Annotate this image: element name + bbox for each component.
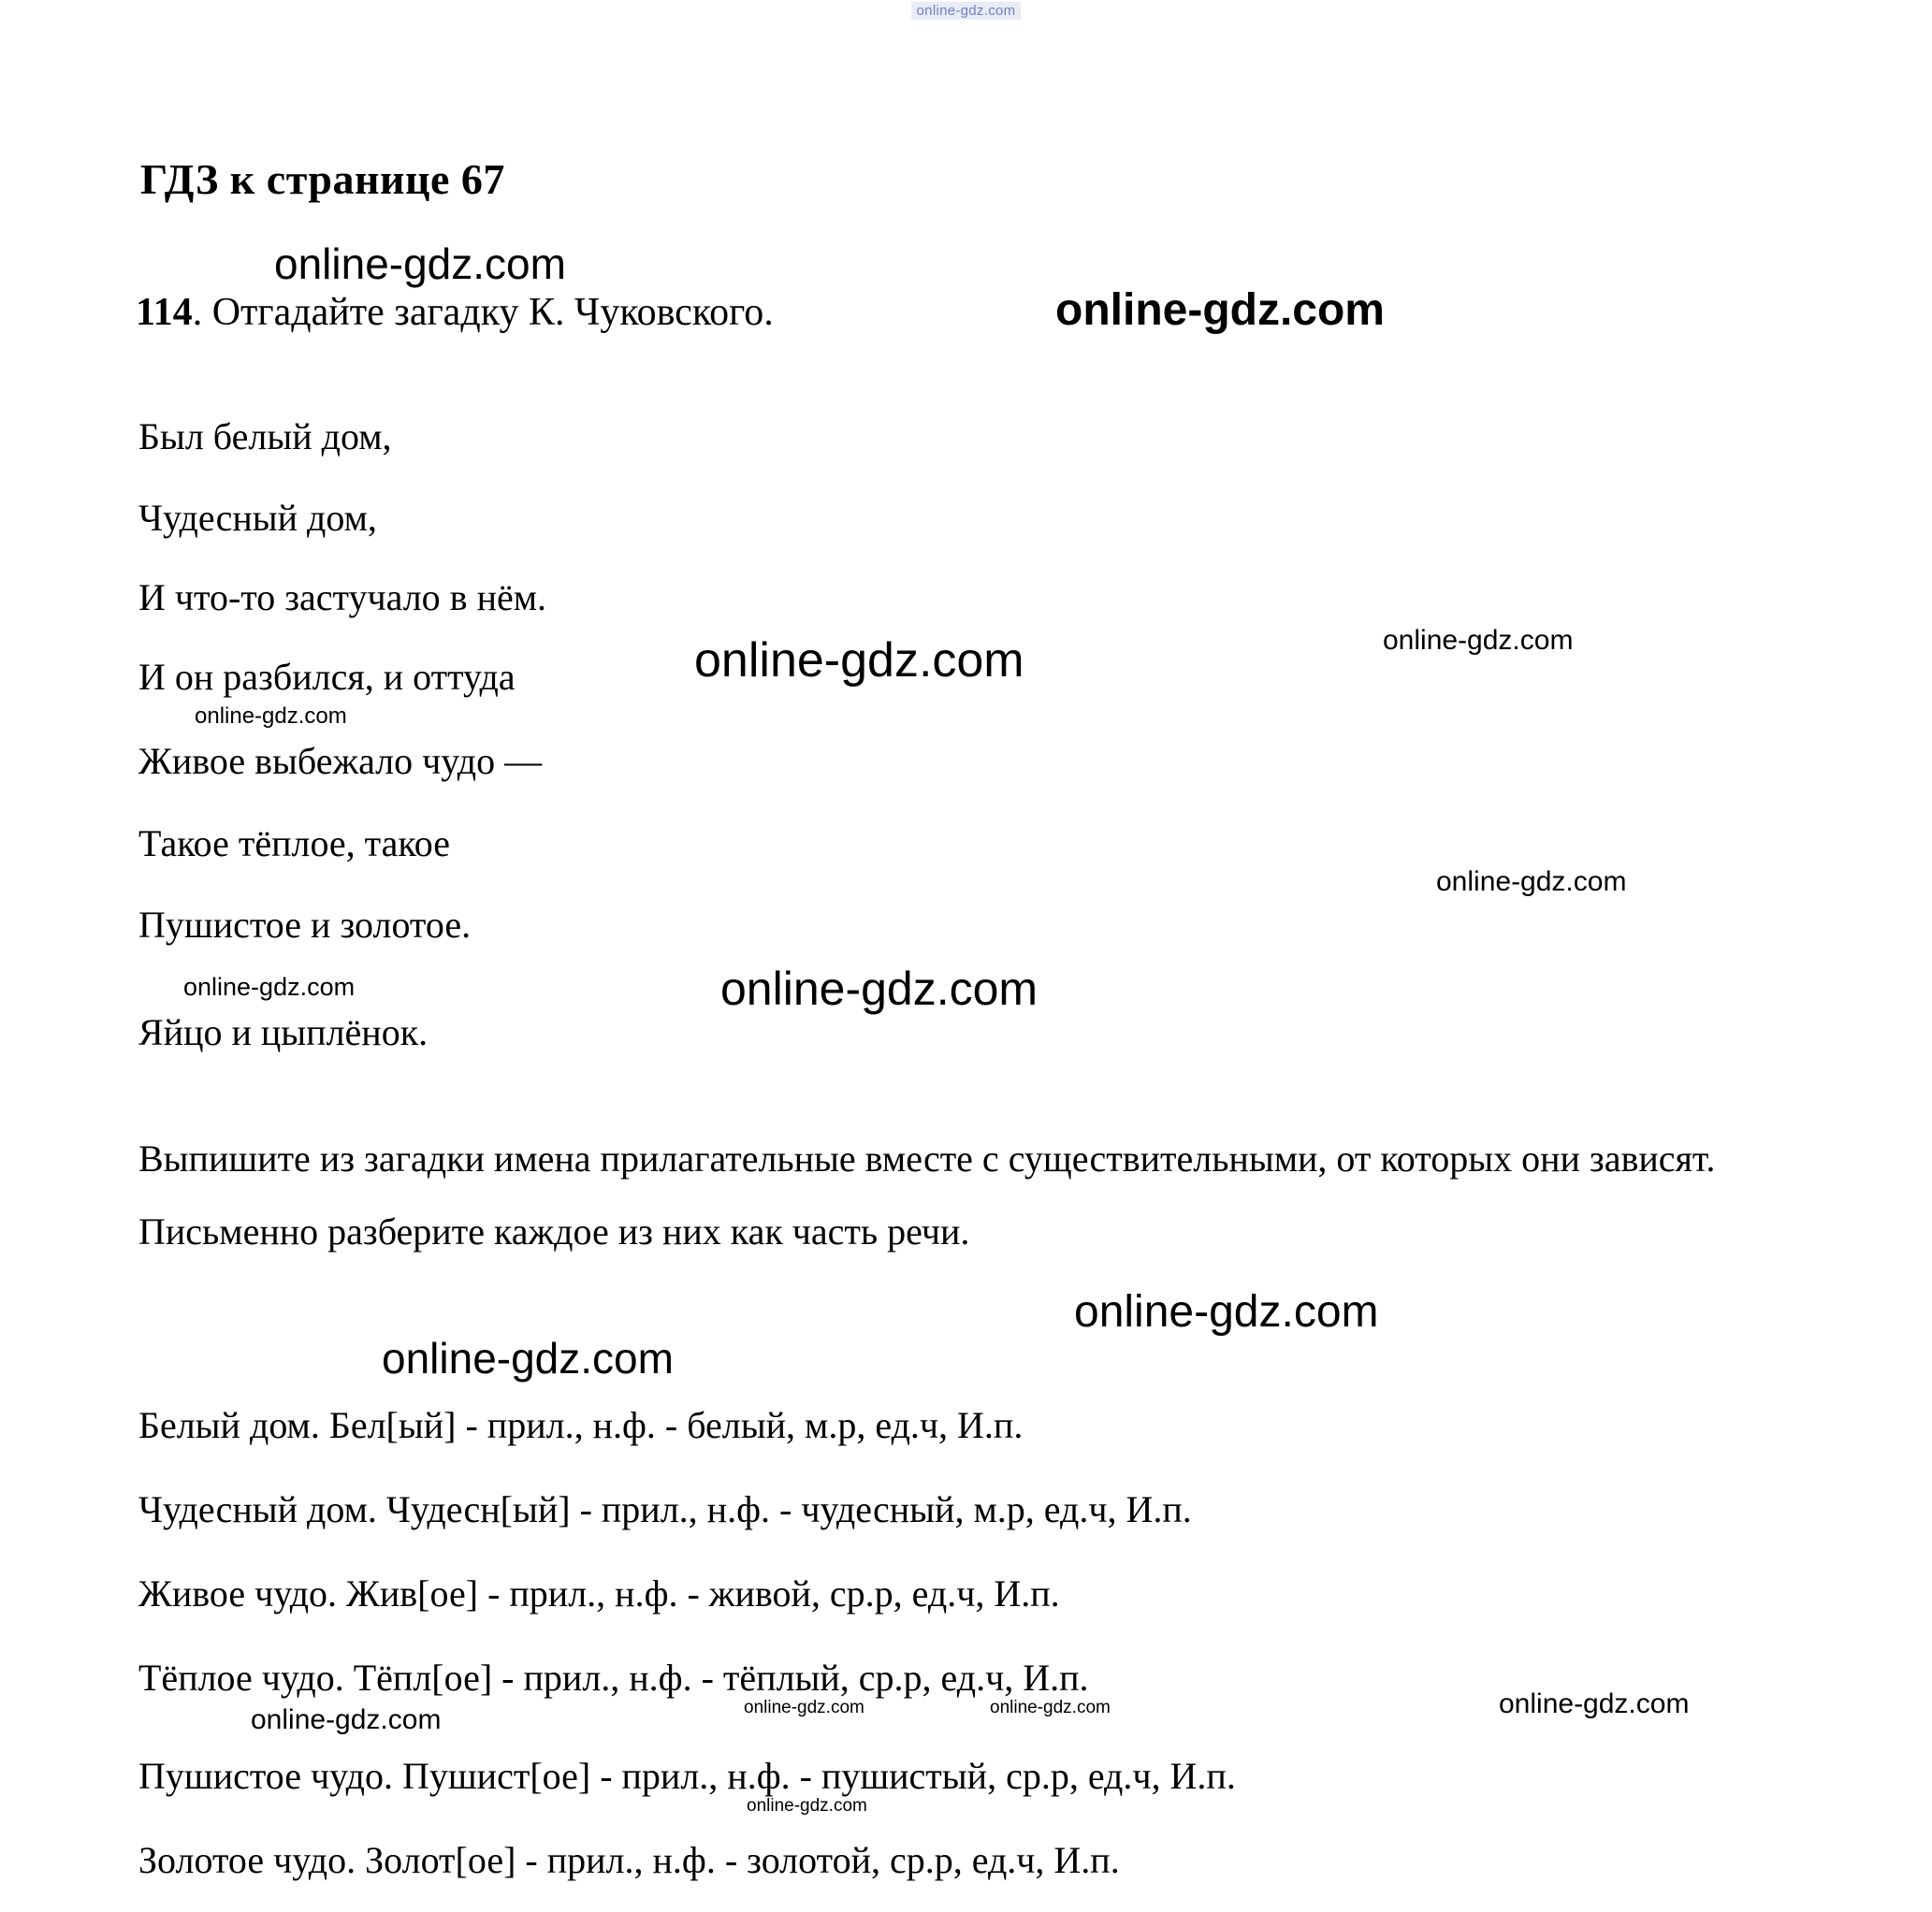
- watermark-10: online-gdz.com: [382, 1334, 674, 1383]
- watermark-12: online-gdz.com: [990, 1698, 1111, 1717]
- watermark-8: online-gdz.com: [720, 963, 1039, 1015]
- parse-line-1: Белый дом. Бел[ый] - прил., н.ф. - белый, м.р, ед.ч, И.п.: [138, 1404, 1024, 1446]
- riddle-line-1: Был белый дом,: [138, 415, 392, 457]
- watermark-top: online-gdz.com: [911, 2, 1022, 20]
- watermark-3: online-gdz.com: [694, 633, 1024, 688]
- parse-line-2: Чудесный дом. Чудесн[ый] - прил., н.ф. - чудесный, м.р, ед.ч, И.п.: [138, 1488, 1192, 1530]
- watermark-13: online-gdz.com: [1499, 1688, 1690, 1719]
- instruction-text: Выпишите из загадки имена прилагательные вместе с существительными, от которых они зависят. Письменно разберите каждое из них как часть речи.: [138, 1137, 1716, 1253]
- riddle-line-6: Такое тёплое, такое: [138, 822, 451, 864]
- riddle-line-5: Живое выбежало чудо —: [138, 740, 543, 782]
- riddle-line-4: И он разбился, и оттуда: [138, 656, 516, 698]
- parse-line-6: Золотое чудо. Золот[ое] - прил., н.ф. - золотой, ср.р, ед.ч, И.п.: [138, 1839, 1120, 1881]
- watermark-7: online-gdz.com: [183, 973, 356, 1001]
- watermark-6: online-gdz.com: [1436, 866, 1627, 897]
- riddle-line-2: Чудесный дом,: [138, 497, 377, 539]
- task-statement: [136, 290, 774, 335]
- watermark-11: online-gdz.com: [744, 1698, 864, 1717]
- riddle-answer: Яйцо и цыплёнок.: [138, 1011, 429, 1053]
- task-number: 114: [136, 291, 193, 334]
- riddle-line-3: И что-то застучало в нём.: [138, 576, 547, 618]
- watermark-9: online-gdz.com: [1074, 1287, 1379, 1337]
- parse-line-4: Тёплое чудо. Тёпл[ое] - прил., н.ф. - тёплый, ср.р, ед.ч, И.п.: [138, 1657, 1089, 1699]
- task-text: . Отгадайте загадку К. Чуковского.: [192, 291, 774, 334]
- watermark-15: online-gdz.com: [747, 1796, 867, 1816]
- page-title: ГДЗ к странице 67: [140, 155, 505, 203]
- watermark-5: online-gdz.com: [195, 703, 347, 729]
- watermark-4: online-gdz.com: [1383, 625, 1574, 656]
- parse-line-3: Живое чудо. Жив[ое] - прил., н.ф. - живой, ср.р, ед.ч, И.п.: [138, 1572, 1060, 1615]
- riddle-line-7: Пушистое и золотое.: [138, 904, 472, 946]
- watermark-1: online-gdz.com: [274, 239, 566, 288]
- watermark-14: online-gdz.com: [251, 1704, 442, 1735]
- watermark-2: online-gdz.com: [1055, 285, 1385, 335]
- parse-line-5: Пушистое чудо. Пушист[ое] - прил., н.ф. - пушистый, ср.р, ед.ч, И.п.: [138, 1755, 1236, 1797]
